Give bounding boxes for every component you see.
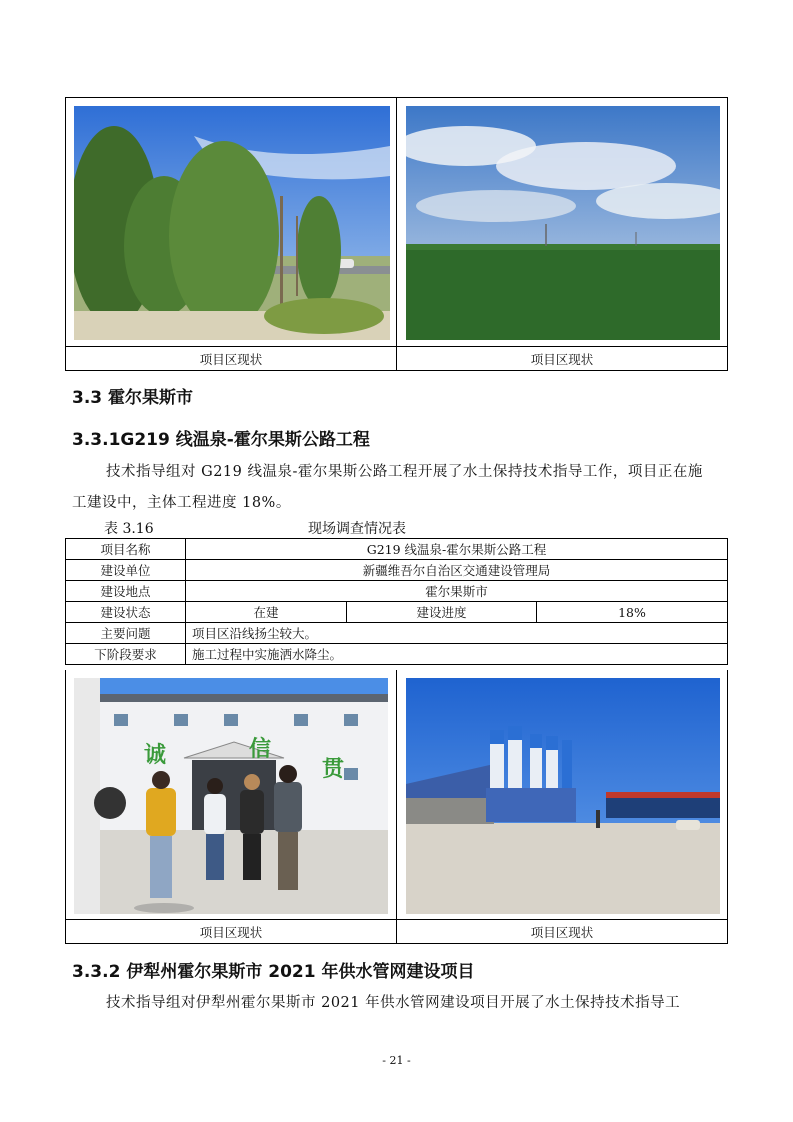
progress-label: 建设进度 (347, 602, 537, 623)
progress-value: 18% (537, 602, 728, 623)
unit-value: 新疆维吾尔自治区交通建设管理局 (186, 560, 728, 581)
unit-label: 建设单位 (66, 560, 186, 581)
status-value: 在建 (186, 602, 347, 623)
bottom-left-caption: 项目区现状 (199, 925, 263, 940)
bottom-photo-table (65, 670, 728, 944)
building-sign-char-1: 诚 (144, 743, 167, 768)
photo-building (74, 678, 388, 914)
table-row (66, 602, 728, 623)
next-label: 下阶段要求 (66, 644, 186, 665)
building-sign-char-2: 信 (249, 737, 272, 762)
section-3-3-heading: 3.3 霍尔果斯市 (72, 388, 194, 408)
issue-value: 项目区沿线扬尘较大。 (186, 623, 728, 644)
bottom-right-caption: 项目区现状 (530, 925, 594, 940)
section-3-3-2-heading: 3.3.2 伊犁州霍尔果斯市 2021 年供水管网建设项目 (72, 962, 475, 982)
page-number: - 21 - (382, 1054, 411, 1067)
photo-plant (406, 678, 720, 914)
survey-table (65, 538, 728, 665)
status-label: 建设状态 (66, 602, 186, 623)
section-3-3-1-heading: 3.3.1G219 线温泉-霍尔果斯公路工程 (72, 430, 370, 450)
paragraph-2-line-1: 技术指导组对伊犁州霍尔果斯市 2021 年供水管网建设项目开展了水土保持技术指导工 (106, 995, 681, 1011)
top-left-caption: 项目区现状 (199, 352, 263, 367)
paragraph-1-line-2: 工建设中，主体工程进度 18%。 (72, 495, 291, 511)
table-row (66, 581, 728, 602)
table-row (66, 539, 728, 560)
next-value: 施工过程中实施洒水降尘。 (186, 644, 728, 665)
table-number: 表 3.16 (104, 521, 154, 537)
place-label: 建设地点 (66, 581, 186, 602)
table-title: 现场调查情况表 (308, 521, 406, 537)
table-row (66, 623, 728, 644)
place-value: 霍尔果斯市 (186, 581, 728, 602)
building-sign-char-3: 贯 (322, 757, 345, 782)
photo-field (406, 106, 720, 340)
table-row (66, 644, 728, 665)
name-label: 项目名称 (66, 539, 186, 560)
top-photo-table (65, 97, 728, 371)
issue-label: 主要问题 (66, 623, 186, 644)
photo-trees (74, 106, 390, 340)
paragraph-1-line-1: 技术指导组对 G219 线温泉-霍尔果斯公路工程开展了水土保持技术指导工作，项目正在施 (106, 464, 703, 480)
name-value: G219 线温泉-霍尔果斯公路工程 (186, 539, 728, 560)
top-right-caption: 项目区现状 (530, 352, 594, 367)
table-row (66, 560, 728, 581)
